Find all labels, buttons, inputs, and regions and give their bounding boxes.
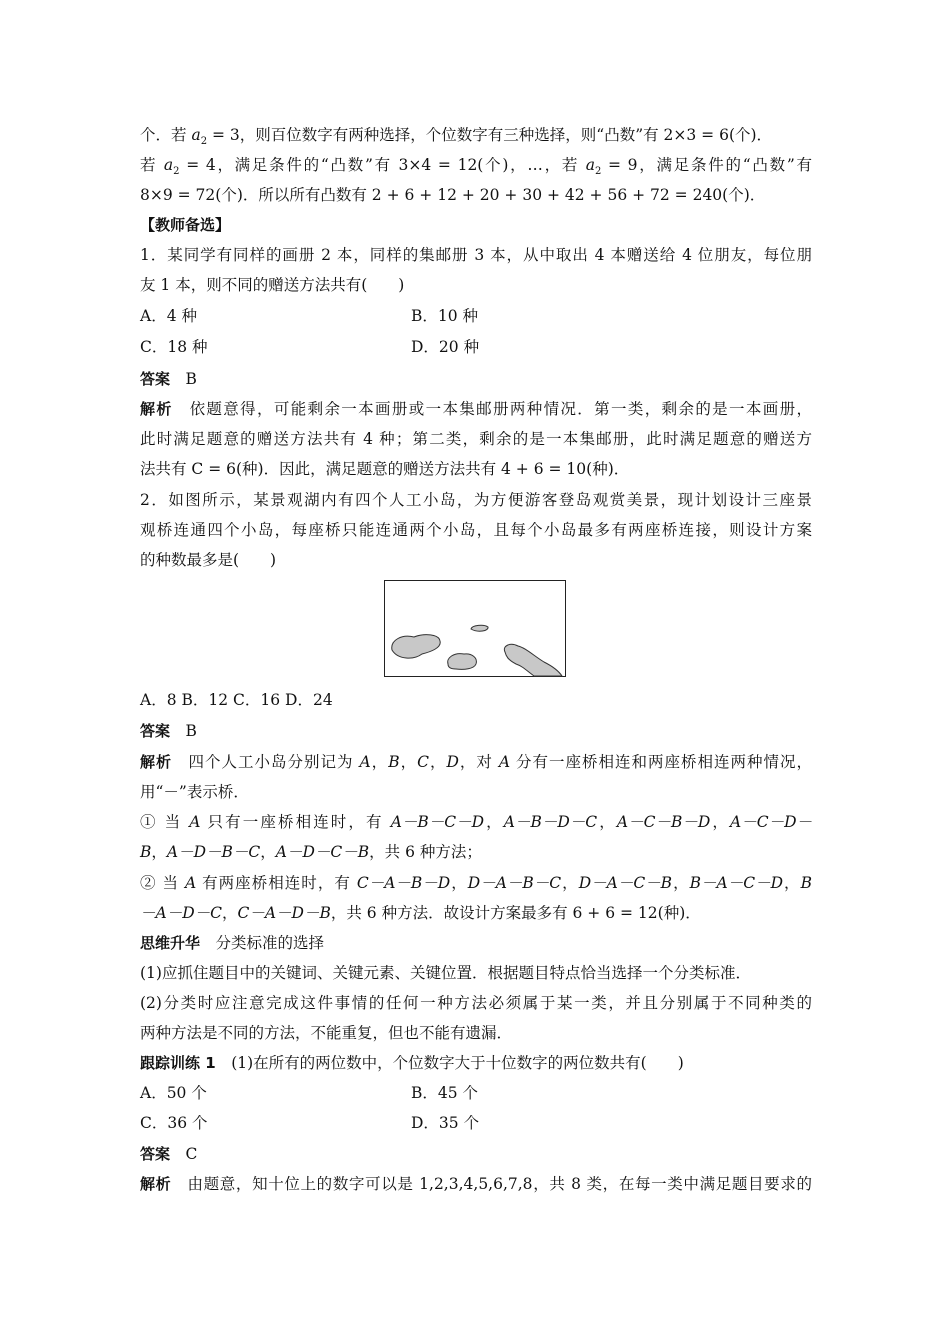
answer-line: 答案 B (140, 370, 197, 388)
island-3 (448, 654, 477, 670)
text-line: 若 $a_2 = 4$，满足条件的“凸数”有 3×4 = 12(个)，…，若 $a_2 = 9$，满足条件的“凸数”有 (140, 156, 812, 178)
thinking-heading: 思维升华 分类标准的选择 (140, 934, 325, 952)
section-heading: 【教师备选】 (140, 216, 231, 234)
option-c: C．36 个 (140, 1114, 208, 1132)
answer-line: 答案 B (140, 722, 197, 740)
question-1-options-row (140, 336, 812, 358)
option-b: B．10 种 (411, 307, 479, 325)
analysis-line: 解析 四个人工小岛分别记为 A，B，C，D，对 A 分有一座桥相连和两座桥相连两种情况， (140, 753, 812, 771)
question-1-stem: 1．某同学有同样的画册 2 本，同样的集邮册 3 本，从中取出 4 本赠送给 4 位朋友，每位朋 (140, 246, 812, 264)
option-d: D．35 个 (411, 1114, 480, 1132)
analysis-line: 解析 由题意，知十位上的数字可以是 1,2,3,4,5,6,7,8，共 8 类，在每一类中满足题目要求的 (140, 1175, 812, 1193)
case-line: ② 当 A 有两座桥相连时，有 C－A－B－D，D－A－B－C，D－A－C－B，B－A－C－D，B (140, 874, 812, 892)
option-c: C．18 种 (140, 338, 208, 356)
practice-question: 跟踪训练 1 (1)在所有的两位数中，个位数字大于十位数字的两位数共有( ) (140, 1054, 684, 1072)
thinking-line: 两种方法是不同的方法，不能重复，但也不能有遗漏． (140, 1024, 513, 1042)
option-a: A．50 个 (140, 1084, 207, 1102)
question-1-stem: 友 1 本，则不同的赠送方法共有( ) (140, 276, 405, 294)
text-line: 个．若 $a_2 = 3$，则百位数字有两种选择，个位数字有三种选择，则“凸数”有 2×3 = 6(个)． (140, 126, 773, 148)
question-2-stem: 2．如图所示，某景观湖内有四个人工小岛，为方便游客登岛观赏美景，现计划设计三座景 (140, 491, 812, 509)
analysis-line: 法共有 C = 6(种)．因此，满足题意的赠送方法共有 4 + 6 = 10(种)． (140, 460, 630, 478)
practice-options-row (140, 1112, 812, 1134)
option-b: B．45 个 (411, 1084, 479, 1102)
analysis-line: 解析 依题意得，可能剩余一本画册或一本集邮册两种情况．第一类，剩余的是一本画册， (140, 400, 812, 418)
question-2-stem: 观桥连通四个小岛，每座桥只能连通两个小岛，且每个小岛最多有两座桥连接，则设计方案 (140, 521, 812, 539)
practice-options-row (140, 1082, 812, 1104)
thinking-line: (2)分类时应注意完成这件事情的任何一种方法必须属于某一类，并且分别属于不同种类的 (140, 994, 812, 1012)
case-line: B，A－D－B－C，A－D－C－B，共 6 种方法； (140, 843, 482, 861)
question-2-stem: 的种数最多是( ) (140, 551, 277, 569)
island-2 (471, 625, 488, 631)
text-line: 8×9 = 72(个)．所以所有凸数有 2 + 6 + 12 + 20 + 30 + 42 + 56 + 72 = 240(个)． (140, 186, 766, 204)
case-line: ① 当 A 只有一座桥相连时，有 A－B－C－D，A－B－D－C，A－C－B－D，A－C－D－ (140, 813, 812, 831)
answer-line: 答案 C (140, 1145, 198, 1163)
case-line: －A－D－C，C－A－D－B，共 6 种方法．故设计方案最多有 6 + 6 = 12(种)． (140, 904, 701, 922)
analysis-line: 此时满足题意的赠送方法共有 4 种；第二类，剩余的是一本集邮册，此时满足题意的赠送方 (140, 430, 812, 448)
option-d: D．20 种 (411, 338, 480, 356)
question-2-options: A．8 B．12 C．16 D．24 (140, 691, 333, 709)
option-a: A．4 种 (140, 307, 197, 325)
thinking-line: (1)应抓住题目中的关键词、关键元素、关键位置．根据题目特点恰当选择一个分类标准． (140, 964, 751, 982)
analysis-line: 用“－”表示桥． (140, 783, 249, 801)
question-1-options-row (140, 305, 812, 327)
lake-islands-figure (384, 580, 566, 677)
